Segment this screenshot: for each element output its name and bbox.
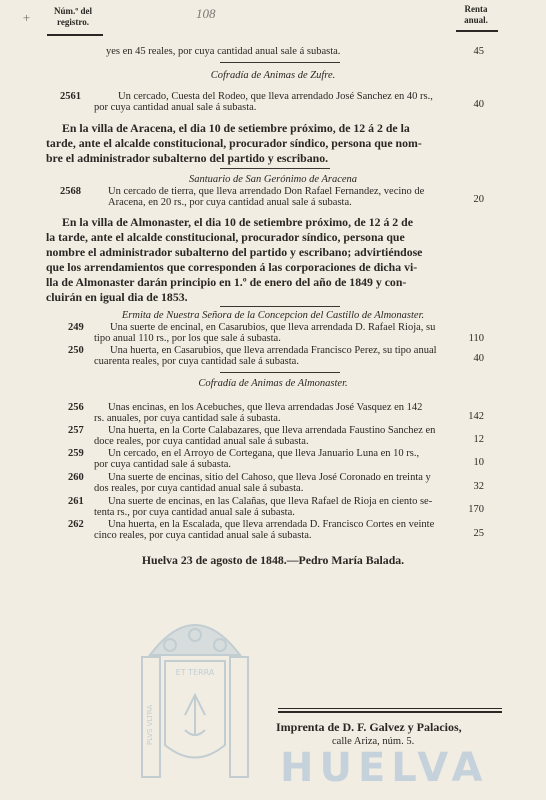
annual-rent-header — [454, 4, 498, 26]
imprint-address: calle Ariza, núm. 5. — [332, 736, 415, 747]
registry-number: 250 — [68, 345, 84, 356]
stamp-text-top: ET TERRA — [175, 668, 215, 677]
entry-line: rs. anuales, por cuya cantidad sale á subasta. — [94, 413, 281, 424]
imprint-rule — [278, 708, 502, 709]
notice-line: tarde, ante el alcalde constitucional, procurador síndico, persona que nom- — [46, 136, 422, 150]
amount: 110 — [468, 333, 484, 344]
divider — [220, 306, 340, 307]
entry-line: Una huerta, en la Escalada, que lleva arrendada D. Francisco Cortes en veinte — [108, 519, 435, 530]
margin-mark: + — [22, 10, 31, 25]
imprint-rule — [278, 711, 502, 713]
header-rule-right — [456, 30, 498, 32]
registry-header-line1: Núm.º del — [54, 6, 92, 16]
registry-number: 259 — [68, 448, 84, 459]
section-heading-ermita: Ermita de Nuestra Señora de la Concepcion del Castillo de Almonaster. — [121, 310, 425, 321]
amount: 20 — [473, 194, 484, 205]
amount: 32 — [473, 481, 484, 492]
section-heading-aracena: Santuario de San Gerónimo de Aracena — [188, 174, 358, 185]
registry-number: 2568 — [60, 186, 81, 197]
amount: 10 — [473, 457, 484, 468]
notice-line: En la villa de Almonaster, el dia 10 de setiembre próximo, de 12 á 2 de — [62, 215, 413, 229]
registry-number: 260 — [68, 472, 84, 483]
header-rule-left — [47, 34, 103, 36]
registry-header-line2: registro. — [57, 17, 89, 27]
section-heading-zufre: Cofradía de Animas de Zufre. — [210, 70, 336, 81]
municipal-stamp — [130, 595, 260, 795]
amount: 12 — [473, 434, 484, 445]
signature-line: Huelva 23 de agosto de 1848.—Pedro María Balada. — [141, 553, 405, 567]
handwritten-page-number: 108 — [196, 6, 216, 21]
notice-line: cluirán en igual dia de 1853. — [46, 290, 188, 304]
entry-line: dos reales, por cuya cantidad anual sale á subasta. — [94, 483, 304, 494]
continuation-line: yes en 45 reales, por cuya cantidad anual sale á subasta. — [106, 46, 341, 57]
entry-line: cinco reales, por cuya cantidad anual sale á subasta. — [94, 530, 312, 541]
registry-number: 256 — [68, 402, 84, 413]
rent-header-line1: Renta — [464, 4, 488, 14]
entry-line: doce reales, por cuya cantidad anual sale á subasta. — [94, 436, 309, 447]
stamp-text-left: PLVS VLTRA — [146, 704, 154, 745]
rent-header-line2: anual. — [464, 15, 488, 25]
registry-number: 249 — [68, 322, 84, 333]
amount: 25 — [473, 528, 484, 539]
entry-line: Una suerte de encinas, sitio del Cahoso, que lleva José Coronado en treinta y — [108, 472, 431, 483]
city-watermark: HUELVA — [280, 745, 489, 791]
entry-line: Un cercado, en el Arroyo de Cortegana, que lleva Januario Luna en 10 rs., — [108, 448, 420, 459]
registry-number-header — [44, 6, 102, 28]
entry-line: Aracena, en 20 rs., por cuya cantidad anual sale á subasta. — [108, 197, 352, 208]
entry-line: Un cercado de tierra, que lleva arrendado Don Rafael Fernandez, vecino de — [108, 186, 425, 197]
amount: 45 — [473, 46, 484, 57]
entry-line: cuarenta reales, por cuya cantidad sale á subasta. — [94, 356, 299, 367]
amount: 142 — [468, 411, 484, 422]
section-heading-animas-almonaster: Cofradía de Animas de Almonaster. — [198, 378, 348, 389]
notice-line: lla de Almonaster darán principio en 1.º de enero del año de 1849 y con- — [46, 275, 407, 289]
divider — [220, 372, 340, 373]
entry-line: tipo anual 110 rs., por los que sale á subasta. — [94, 333, 281, 344]
divider — [220, 62, 340, 63]
amount: 40 — [473, 353, 484, 364]
divider — [220, 168, 330, 169]
notice-line: bre el administrador subalterno del partido y escribano. — [46, 151, 329, 165]
entry-line: Una suerte de encinas, en las Calañas, que lleva Rafael de Rioja en ciento se- — [108, 496, 433, 507]
entry-line: Una huerta, en la Corte Calabazares, que lleva arrendada Faustino Sanchez en — [108, 425, 436, 436]
entry-line: por cuya cantidad sale á subasta. — [94, 459, 232, 470]
notice-line: que los arrendamientos que corresponden á las corporaciones de dicha vi- — [46, 260, 418, 274]
registry-number: 257 — [68, 425, 84, 436]
registry-number: 2561 — [60, 91, 81, 102]
entry-line: Una huerta, en Casarubios, que lleva arrendada Francisco Perez, su tipo anual — [110, 345, 437, 356]
entry-line: Unas encinas, en los Acebuches, que lleva arrendadas José Vasquez en 142 — [108, 402, 423, 413]
notice-line: nombre el administrador subalterno del partido y escribano; advirtiéndose — [46, 245, 423, 259]
amount: 170 — [468, 504, 484, 515]
entry-line: tenta rs., por cuya cantidad anual sale á subasta. — [94, 507, 295, 518]
entry-line: Un cercado, Cuesta del Rodeo, que lleva arrendado José Sanchez en 40 rs., — [118, 91, 433, 102]
amount: 40 — [473, 99, 484, 110]
imprint-line: Imprenta de D. F. Galvez y Palacios, — [276, 720, 462, 734]
notice-line: En la villa de Aracena, el dia 10 de setiembre próximo, de 12 á 2 de la — [62, 121, 410, 135]
entry-line: Una suerte de encinal, en Casarubios, que lleva arrendada D. Rafael Rioja, su — [110, 322, 436, 333]
notice-line: la tarde, ante el alcalde constitucional, procurador síndico, persona que — [46, 230, 405, 244]
registry-number: 261 — [68, 496, 84, 507]
registry-number: 262 — [68, 519, 84, 530]
entry-line: por cuya cantidad anual sale á subasta. — [94, 102, 257, 113]
